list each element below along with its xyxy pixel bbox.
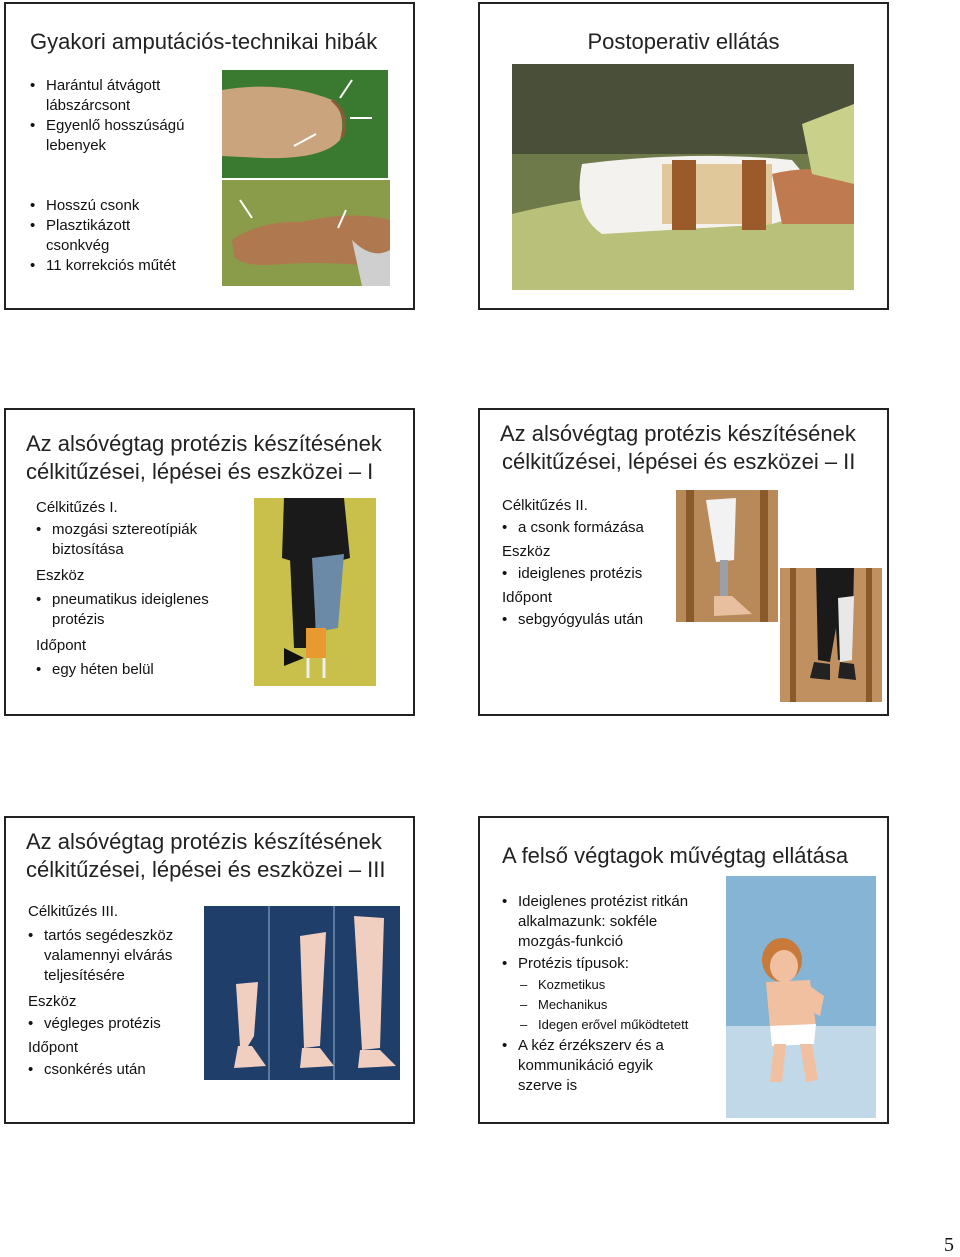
page-number: 5 bbox=[944, 1234, 954, 1256]
slide-title: Gyakori amputációs-technikai hibák bbox=[30, 29, 378, 54]
photo-temporary-prosthesis bbox=[676, 490, 778, 622]
slide-title: A felső végtagok művégtag ellátása bbox=[502, 843, 849, 868]
slide-lower-limb-goals-3 bbox=[4, 816, 415, 1124]
tool-item: • végleges protézis bbox=[28, 1014, 214, 1034]
slide-title-line1: Az alsóvégtag protézis készítésének bbox=[26, 431, 382, 456]
goal-label: Célkitűzés III. bbox=[28, 903, 119, 920]
time-label: Időpont bbox=[28, 1039, 79, 1056]
slide-lower-limb-goals-2 bbox=[478, 408, 889, 716]
slide-lower-limb-goals-1 bbox=[4, 408, 415, 716]
time-item: • csonkérés után bbox=[28, 1060, 214, 1080]
bullet-item: • 11 korrekciós műtét bbox=[30, 256, 216, 276]
slide-postoperative-care bbox=[478, 2, 889, 310]
tool-item: • ideiglenes protézis bbox=[502, 564, 698, 584]
bullet-item: • A kéz érzékszerv és a kommunikáció egyik szerve is bbox=[502, 1036, 698, 1096]
bullet-item: • Harántul átvágott lábszárcsont bbox=[30, 76, 216, 116]
time-item: • egy héten belül bbox=[36, 660, 232, 680]
goal-item: • tartós segédeszköz valamennyi elvárás teljesítésére bbox=[28, 926, 214, 986]
slide-title-line1: Az alsóvégtag protézis készítésének bbox=[500, 421, 856, 446]
photo-pneumatic-prosthesis bbox=[254, 498, 376, 686]
sub-item: – Kozmetikus bbox=[520, 976, 728, 994]
time-item: • sebgyógyulás után bbox=[502, 610, 698, 630]
photo-child-upper-limb bbox=[726, 876, 876, 1118]
goal-label: Célkitűzés II. bbox=[502, 497, 588, 514]
tool-label: Eszköz bbox=[502, 543, 551, 560]
photo-patient-with-prosthesis bbox=[780, 568, 882, 702]
goal-item: • a csonk formázása bbox=[502, 518, 698, 538]
time-label: Időpont bbox=[36, 637, 87, 654]
sub-item: – Idegen erővel működtetett bbox=[520, 1016, 738, 1034]
tool-label: Eszköz bbox=[36, 567, 85, 584]
tool-label: Eszköz bbox=[28, 993, 77, 1010]
bullet-item: • Plasztikázott csonkvég bbox=[30, 216, 166, 256]
photo-postoperative-dressing bbox=[512, 64, 854, 290]
bullet-item: • Protézis típusok: bbox=[502, 954, 708, 974]
slide-upper-limb-prosthetics bbox=[478, 816, 889, 1124]
tool-item: • pneumatikus ideiglenes protézis bbox=[36, 590, 212, 630]
photo-stump-bottom bbox=[222, 180, 390, 286]
slide-title: Postoperativ ellátás bbox=[587, 29, 780, 54]
slide-title-line2: célkitűzései, lépései és eszközei – II bbox=[502, 449, 856, 474]
bullet-item: • Ideiglenes protézist ritkán alkalmazunk: sokféle mozgás-funkció bbox=[502, 892, 708, 952]
slide-title-line2: célkitűzései, lépései és eszközei – III bbox=[26, 857, 386, 882]
sub-item: – Mechanikus bbox=[520, 996, 728, 1014]
bullet-item: • Hosszú csonk bbox=[30, 196, 216, 216]
slide-amputation-errors bbox=[4, 2, 415, 310]
slide-title-line1: Az alsóvégtag protézis készítésének bbox=[26, 829, 382, 854]
goal-label: Célkitűzés I. bbox=[36, 499, 118, 516]
goal-item: • mozgási sztereotípiák biztosítása bbox=[36, 520, 232, 560]
photo-definitive-prostheses bbox=[204, 906, 400, 1080]
slide-title-line2: célkitűzései, lépései és eszközei – I bbox=[26, 459, 374, 484]
bullet-item: • Egyenlő hosszúságú lebenyek bbox=[30, 116, 216, 156]
photo-stump-top bbox=[222, 70, 388, 178]
time-label: Időpont bbox=[502, 589, 553, 606]
